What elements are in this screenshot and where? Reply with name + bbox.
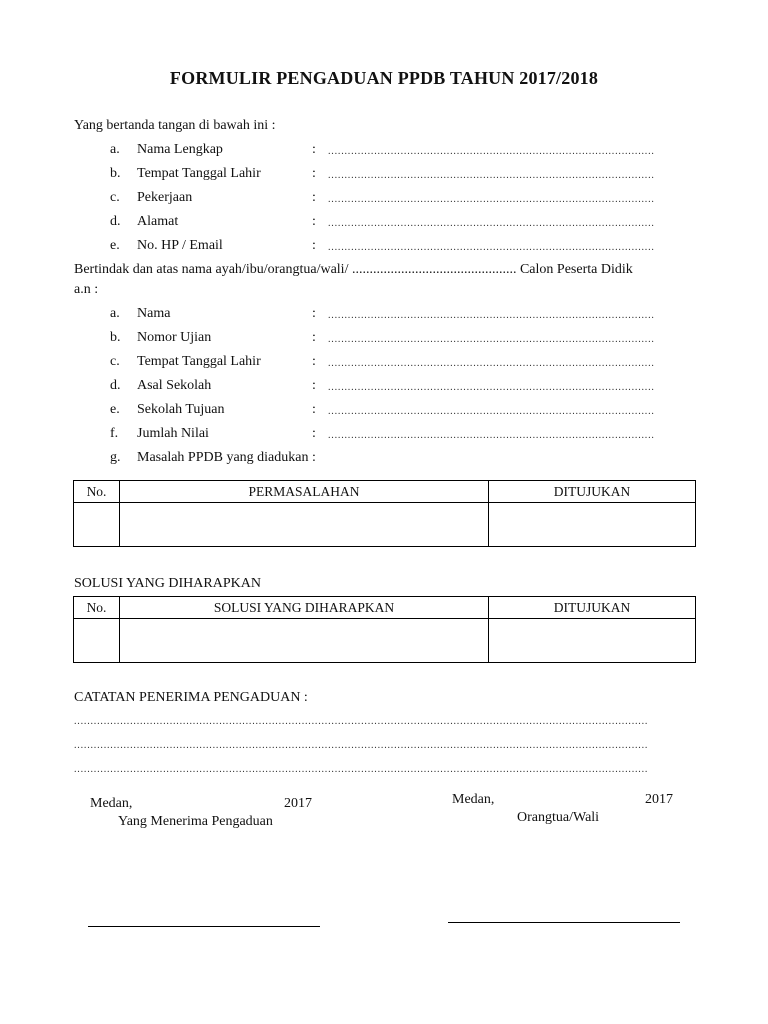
- col-ditujukan: DITUJUKAN: [489, 481, 696, 503]
- item-letter: c.: [110, 190, 120, 205]
- fill-in-dots[interactable]: ...................................................................................................: [328, 146, 655, 157]
- col-ditujukan: DITUJUKAN: [489, 597, 696, 619]
- table-row: [74, 503, 696, 547]
- field-label: Tempat Tanggal Lahir: [137, 166, 261, 181]
- cell-ditujukan[interactable]: [489, 503, 696, 547]
- fill-in-dots[interactable]: ...................................................................................................: [328, 406, 655, 417]
- solusi-heading: SOLUSI YANG DIHARAPKAN: [74, 576, 261, 591]
- field-label: Nomor Ujian: [137, 330, 212, 345]
- field-label: No. HP / Email: [137, 238, 223, 253]
- field-label: Nama Lengkap: [137, 142, 223, 157]
- field-colon: :: [312, 426, 316, 441]
- item-letter: e.: [110, 402, 120, 417]
- item-letter: b.: [110, 166, 121, 181]
- field-label: Masalah PPDB yang diadukan :: [137, 450, 316, 465]
- fill-in-dots[interactable]: ...................................................................................................: [328, 382, 655, 393]
- cell-ditujukan[interactable]: [489, 619, 696, 663]
- fill-in-dots[interactable]: ...................................................................................................: [328, 170, 655, 181]
- item-letter: c.: [110, 354, 120, 369]
- fill-in-dots[interactable]: ...................................................................................................: [328, 358, 655, 369]
- item-letter: a.: [110, 306, 120, 321]
- sign-city: Medan,: [90, 796, 133, 811]
- solution-table: [73, 596, 696, 663]
- field-label: Nama: [137, 306, 171, 321]
- field-label: Alamat: [137, 214, 179, 229]
- sign-city: Medan,: [452, 792, 495, 807]
- field-label: Sekolah Tujuan: [137, 402, 225, 417]
- field-no-hp-email: [110, 238, 690, 258]
- field-pekerjaan: [110, 190, 690, 210]
- fill-in-dots[interactable]: ...................................................................................................: [328, 430, 655, 441]
- item-letter: g.: [110, 450, 121, 465]
- field-jumlah-nilai: [110, 426, 690, 446]
- field-colon: :: [312, 142, 316, 157]
- table-header-row: [74, 597, 696, 619]
- col-no: No.: [74, 597, 120, 619]
- field-tempat-tanggal-lahir-siswa: [110, 354, 690, 374]
- catatan-heading: CATATAN PENERIMA PENGADUAN :: [74, 690, 308, 705]
- field-colon: :: [312, 238, 316, 253]
- field-colon: :: [312, 166, 316, 181]
- notes-line-1[interactable]: ..............................................................................................................................................................................: [74, 716, 649, 727]
- fill-in-dots[interactable]: ...................................................................................................: [328, 194, 655, 205]
- field-label: Jumlah Nilai: [137, 426, 209, 441]
- field-label: Pekerjaan: [137, 190, 193, 205]
- cell-solusi[interactable]: [120, 619, 489, 663]
- field-masalah-ppdb: [110, 450, 690, 470]
- field-colon: :: [312, 330, 316, 345]
- field-colon: :: [312, 306, 316, 321]
- col-permasalahan: PERMASALAHAN: [120, 481, 489, 503]
- field-colon: :: [312, 354, 316, 369]
- field-sekolah-tujuan: [110, 402, 690, 422]
- table-header-row: [74, 481, 696, 503]
- col-solusi: SOLUSI YANG DIHARAPKAN: [120, 597, 489, 619]
- item-letter: f.: [110, 426, 119, 441]
- field-label: Asal Sekolah: [137, 378, 212, 393]
- item-letter: e.: [110, 238, 120, 253]
- cell-no[interactable]: [74, 619, 120, 663]
- field-nama-lengkap: [110, 142, 690, 162]
- item-letter: d.: [110, 378, 121, 393]
- item-letter: b.: [110, 330, 121, 345]
- complaint-table: [73, 480, 696, 547]
- col-no: No.: [74, 481, 120, 503]
- notes-line-2[interactable]: ..............................................................................................................................................................................: [74, 740, 649, 751]
- fill-in-dots[interactable]: ...................................................................................................: [328, 334, 655, 345]
- form-title: FORMULIR PENGADUAN PPDB TAHUN 2017/2018: [169, 68, 599, 88]
- sign-role: Orangtua/Wali: [517, 810, 600, 825]
- field-colon: :: [312, 190, 316, 205]
- field-colon: :: [312, 378, 316, 393]
- cell-permasalahan[interactable]: [120, 503, 489, 547]
- field-colon: :: [312, 402, 316, 417]
- field-alamat: [110, 214, 690, 234]
- sign-year: 2017: [284, 796, 312, 811]
- signature-line[interactable]: [88, 926, 320, 927]
- sign-year: 2017: [645, 792, 673, 807]
- item-letter: d.: [110, 214, 121, 229]
- fill-in-dots[interactable]: ...................................................................................................: [328, 218, 655, 229]
- field-nomor-ujian: [110, 330, 690, 350]
- field-nama: [110, 306, 690, 326]
- signature-line[interactable]: [448, 922, 680, 923]
- fill-in-dots[interactable]: ...................................................................................................: [328, 310, 655, 321]
- notes-line-3[interactable]: ..............................................................................................................................................................................: [74, 764, 649, 775]
- table-row: [74, 619, 696, 663]
- item-letter: a.: [110, 142, 120, 157]
- field-label: Tempat Tanggal Lahir: [137, 354, 261, 369]
- field-tempat-tanggal-lahir: [110, 166, 690, 186]
- an-label: a.n :: [74, 282, 99, 297]
- field-colon: :: [312, 214, 316, 229]
- intro-text: Yang bertanda tangan di bawah ini :: [74, 118, 276, 133]
- field-asal-sekolah: [110, 378, 690, 398]
- acting-on-behalf-text: Bertindak dan atas nama ayah/ibu/orangtua/wali/ ............................................... Calon Peserta Didik: [74, 262, 633, 277]
- fill-in-dots[interactable]: ...................................................................................................: [328, 242, 655, 253]
- cell-no[interactable]: [74, 503, 120, 547]
- sign-role: Yang Menerima Pengaduan: [118, 814, 273, 829]
